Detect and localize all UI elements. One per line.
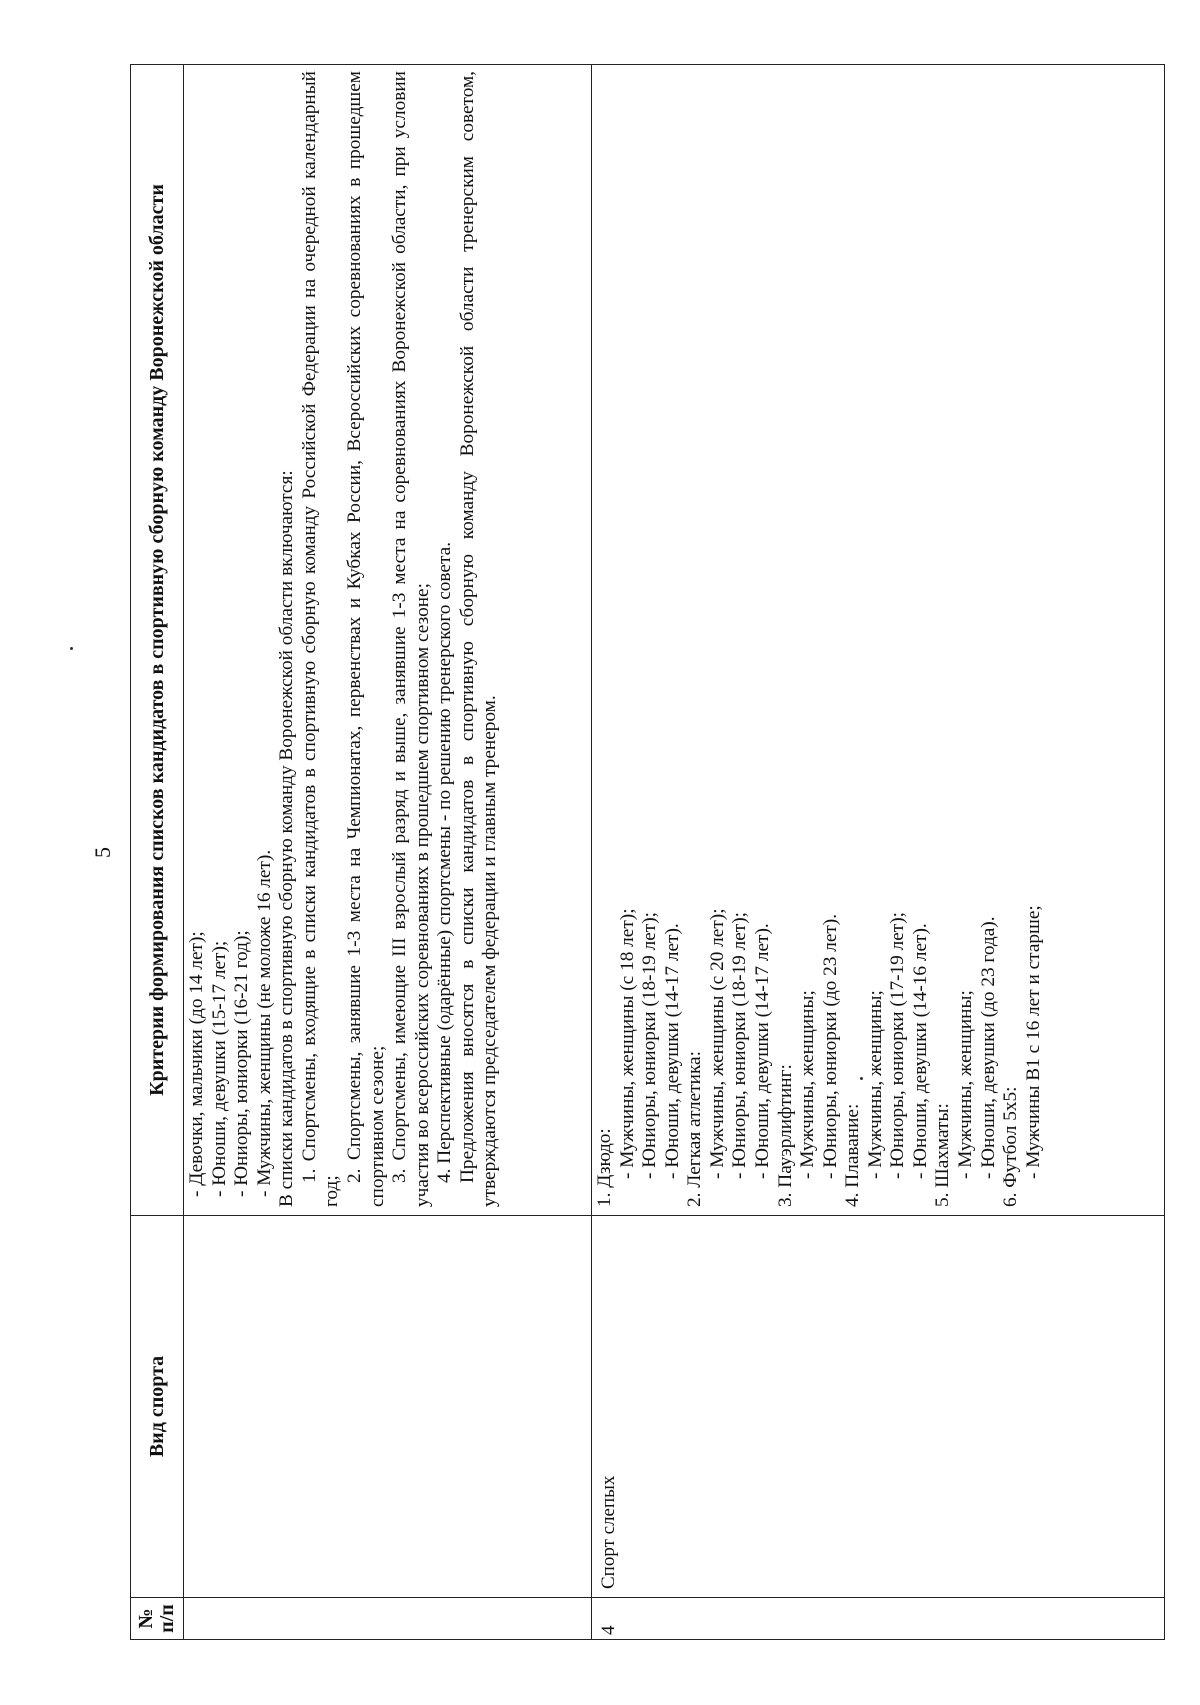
category-line: - Юниоры, юниорки (17-19 лет);	[887, 911, 909, 1179]
discipline-heading: 2. Легкая атлетика:	[684, 1051, 706, 1207]
page-number: 5	[90, 847, 115, 858]
table-row	[184, 65, 592, 1640]
category-line: - Девочки, мальчики (до 14 лет);	[186, 931, 207, 1197]
scan-speck	[70, 647, 73, 650]
category-line: - Мужчины, женщины;	[864, 990, 886, 1179]
category-line: - Юноши, девушки (14-16 лет).	[909, 923, 931, 1179]
header-num: № п/п	[131, 1598, 184, 1640]
category-line: - Мужчины, женщины;	[797, 990, 819, 1179]
criteria-cell	[184, 65, 592, 1216]
criteria-closing: Предложения вносятся в списки кандидатов в спортивную сборную команду Воронежской области тренерским советом, утверждаются председателем федерации и главным тренером.	[456, 71, 501, 1207]
sport-name: Спорт слепых	[592, 1216, 1165, 1598]
criteria-item: 4. Перспективные (одарённые) спортсмены - по решению тренерского совета.	[434, 541, 456, 1183]
discipline-heading: 4. Плавание:	[842, 1103, 864, 1207]
category-line: - Мужчины, женщины (с 20 лет);	[706, 908, 728, 1179]
sport-name	[184, 1216, 592, 1598]
category-line: - Юниоры, юниорки (18-19 лет);	[729, 911, 751, 1179]
header-criteria: Критерии формирования списков кандидатов в спортивную сборную команду Воронежской области	[131, 65, 184, 1216]
criteria-item: 2. Спортсмены, занявшие 1-3 места на Чемпионатах, первенствах и Кубках России, Всероссийских соревнованиях в прошедшем спортивном сезоне;	[343, 71, 388, 1207]
discipline-heading: 1. Дзюдо:	[594, 1128, 615, 1207]
category-line: - Юноши, девушки (15-17 лет);	[208, 940, 230, 1197]
category-line: - Мужчины, женщины (с 18 лет);	[616, 908, 638, 1179]
category-line: - Мужчины, женщины;	[955, 990, 976, 1179]
category-line: - Юниоры, юниорки (18-19 лет);	[639, 911, 661, 1179]
criteria-cell	[592, 65, 1165, 1216]
category-line: - Юниоры, юниорки (16-21 год);	[231, 930, 253, 1197]
category-line: - Юноши, девушки (до 23 года).	[977, 916, 999, 1179]
table-header-row	[131, 65, 184, 1640]
header-sport: Вид спорта	[131, 1216, 184, 1598]
row-number: 4	[592, 1598, 1165, 1640]
category-line: - Юноши, девушки (14-17 лет).	[751, 923, 773, 1179]
discipline-heading: 5. Шахматы:	[932, 1103, 954, 1207]
category-line: - Мужчины В1 с 16 лет и старше;	[1022, 905, 1044, 1179]
discipline-heading: 3. Пауэрлифтинг:	[774, 1064, 796, 1207]
criteria-table	[130, 64, 1165, 1640]
criteria-item: 1. Спортсмены, входящие в списки кандидатов в спортивную сборную команду Российской Федерации на очередной календарный год;	[298, 71, 343, 1207]
criteria-intro: В списки кандидатов в спортивную сборную команду Воронежской области включаются:	[276, 470, 298, 1207]
rotated-page	[90, 65, 1130, 1640]
category-line: - Юниоры, юниорки (до 23 лет).	[819, 913, 841, 1179]
row-number	[184, 1598, 592, 1640]
scan-speck	[860, 1077, 863, 1080]
table-row	[592, 65, 1165, 1640]
category-line: - Мужчины, женщины (не моложе 16 лет).	[253, 849, 275, 1197]
criteria-item: 3. Спортсмены, имеющие III взрослый разряд и выше, занявшие 1-3 места на соревнованиях Воронежской области, при условии участия во всероссийских соревнованиях в прошедшем спортивном сезоне;	[389, 71, 433, 1207]
category-line: - Юноши, девушки (14-17 лет).	[661, 923, 683, 1179]
discipline-heading: 6. Футбол 5х5:	[1000, 1086, 1022, 1207]
